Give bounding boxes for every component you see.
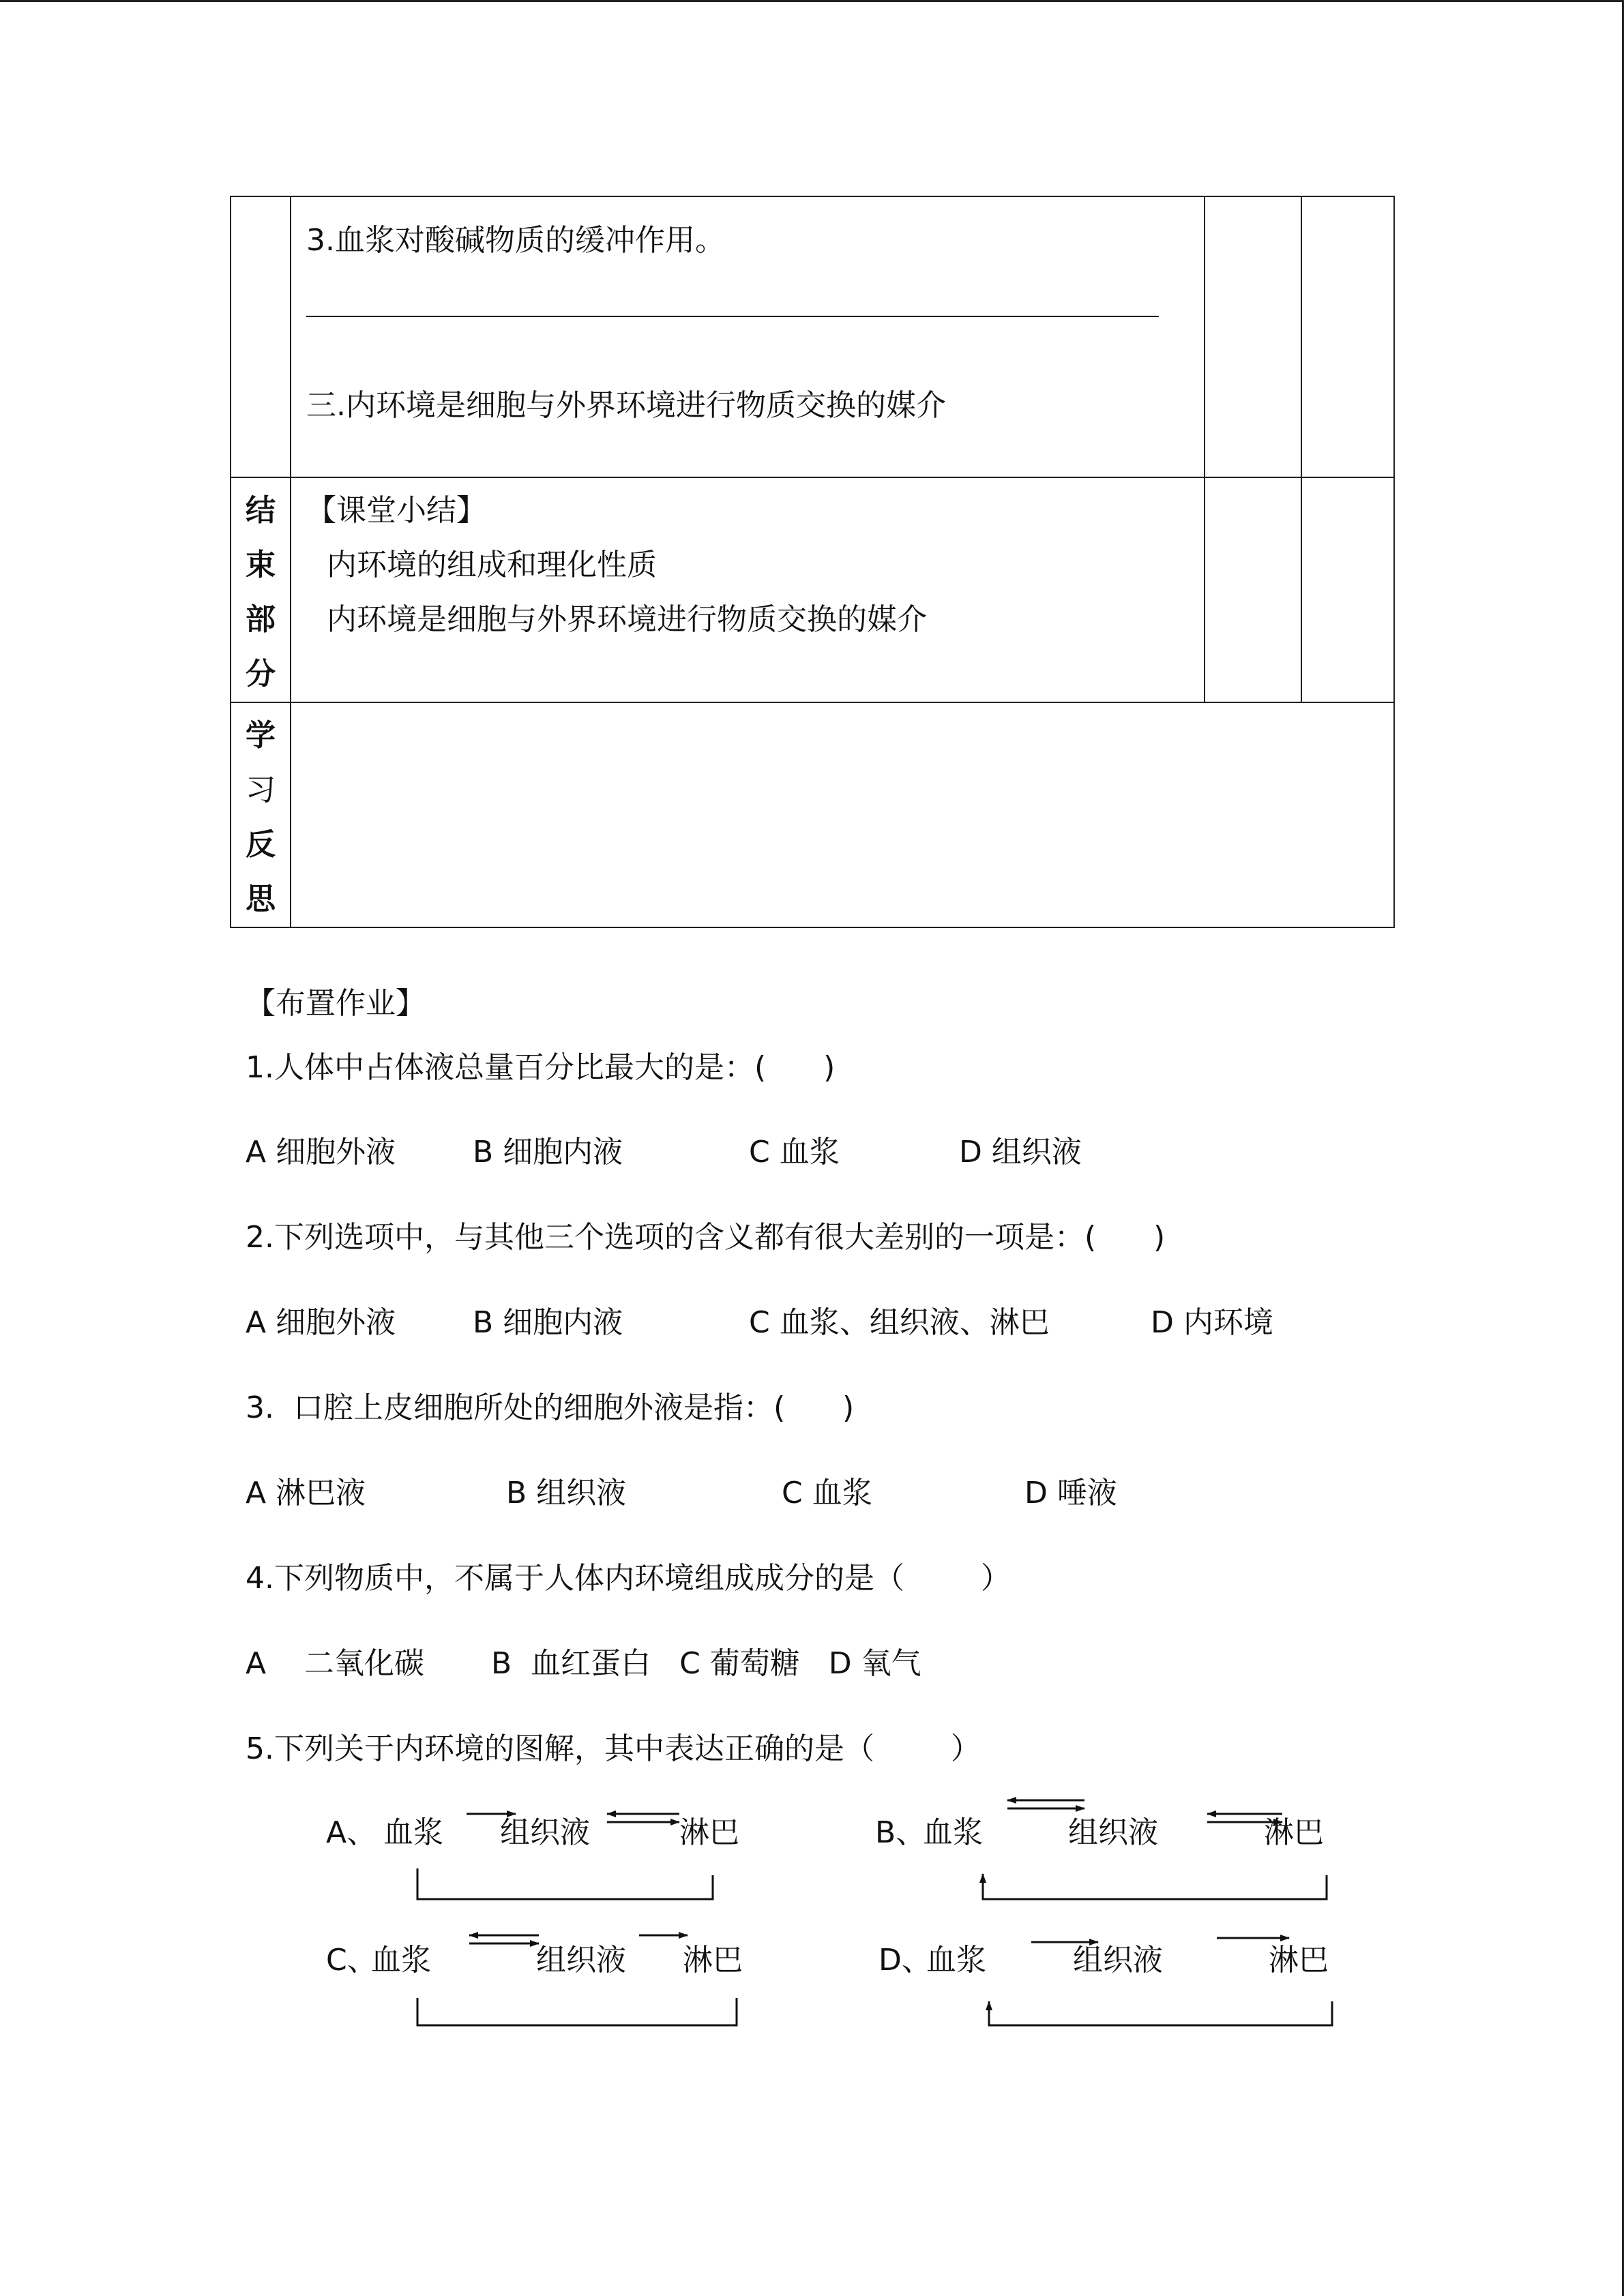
node-plasma: 血浆: [926, 1943, 986, 1978]
node-tissue-fluid: 组织液: [1068, 1815, 1158, 1850]
summary-title: 【课堂小结】: [306, 493, 486, 528]
q3-option-a: A 淋巴液: [246, 1476, 366, 1510]
side-char: 思: [246, 882, 276, 916]
node-lymph: 淋巴: [1264, 1815, 1324, 1850]
q3-option-b: B 组织液: [506, 1476, 627, 1510]
diagram-letter: D、: [879, 1943, 932, 1978]
node-lymph: 淋巴: [1269, 1943, 1329, 1978]
question-2: 2.下列选项中，与其他三个选项的含义都有很大差别的一项是：( ): [246, 1220, 1166, 1255]
side-char: 部: [246, 602, 276, 637]
q2-option-b: B 细胞内液: [473, 1305, 623, 1340]
question-3: 3. 口腔上皮细胞所处的细胞外液是指：( ): [246, 1390, 855, 1425]
arrow-return-line: [417, 1868, 713, 1899]
q4-options: A 二氧化碳 B 血红蛋白 C 葡萄糖 D 氧气: [246, 1646, 921, 1681]
side-char: 结: [246, 493, 276, 528]
arrow-return-line: [417, 1998, 737, 2025]
node-plasma: 血浆: [383, 1815, 443, 1850]
q2-option-c: C 血浆、组织液、淋巴: [749, 1305, 1050, 1340]
q1-option-d: D 组织液: [959, 1135, 1082, 1169]
side-char: 分: [246, 657, 276, 691]
node-tissue-fluid: 组织液: [500, 1815, 590, 1850]
diagram-letter: A、: [326, 1815, 377, 1850]
side-char: 反: [246, 827, 276, 862]
q1-option-a: A 细胞外液: [246, 1135, 396, 1169]
homework-title: 【布置作业】: [246, 986, 426, 1021]
question-4: 4.下列物质中，不属于人体内环境组成成分的是（ ）: [246, 1561, 1011, 1596]
summary-item: 内环境的组成和理化性质: [327, 548, 657, 582]
node-plasma: 血浆: [923, 1815, 983, 1850]
diagram-letter: B、: [875, 1815, 926, 1850]
section-three-heading: 三.内环境是细胞与外界环境进行物质交换的媒介: [306, 388, 946, 423]
q1-option-b: B 细胞内液: [473, 1135, 623, 1169]
summary-item: 内环境是细胞与外界环境进行物质交换的媒介: [327, 602, 927, 637]
question-1: 1.人体中占体液总量百分比最大的是：( ): [246, 1050, 836, 1085]
q2-option-d: D 内环境: [1151, 1305, 1273, 1340]
diagram-letter: C、: [326, 1943, 377, 1978]
side-char: 学: [246, 718, 276, 753]
side-char: 束: [246, 548, 276, 582]
q1-option-c: C 血浆: [749, 1135, 840, 1169]
node-plasma: 血浆: [371, 1943, 431, 1978]
node-tissue-fluid: 组织液: [1073, 1943, 1163, 1978]
q2-option-a: A 细胞外液: [246, 1305, 396, 1340]
arrow-lymph-to-plasma: [983, 1874, 1327, 1899]
q3-option-d: D 唾液: [1024, 1476, 1117, 1510]
node-lymph: 淋巴: [683, 1943, 743, 1978]
side-char: 习: [246, 773, 276, 807]
arrow-lymph-to-plasma: [989, 2001, 1332, 2025]
question-5: 5.下列关于内环境的图解，其中表达正确的是（ ）: [246, 1731, 981, 1766]
node-tissue-fluid: 组织液: [536, 1943, 626, 1978]
node-lymph: 淋巴: [679, 1815, 739, 1850]
buffer-point: 3.血浆对酸碱物质的缓冲作用。: [306, 223, 725, 258]
q3-option-c: C 血浆: [782, 1476, 872, 1510]
